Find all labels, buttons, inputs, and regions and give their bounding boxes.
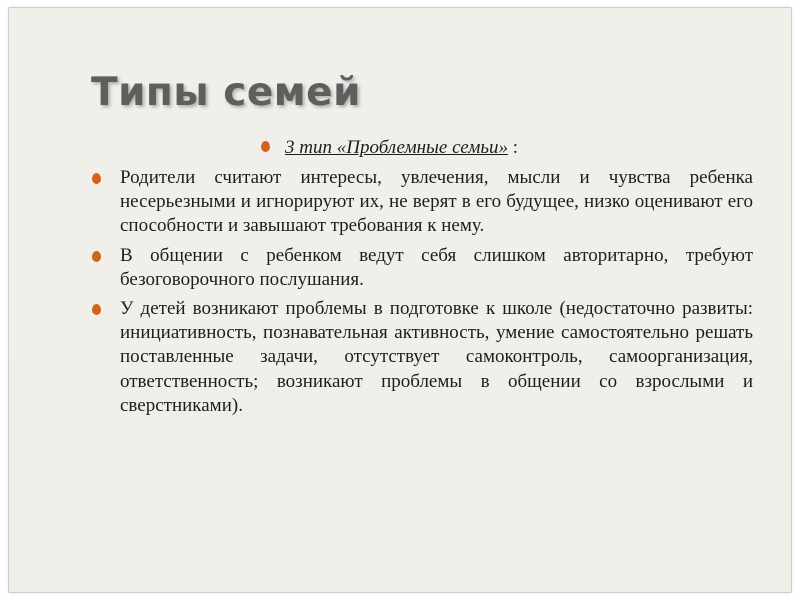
bullet-list [91,166,753,423]
list-item-text: В общении с ребенком ведут себя слишком авторитарно, требуют безоговорочного послушания. [120,244,753,290]
bullet-icon [261,141,270,152]
subtitle-text: 3 тип «Проблемные семьи» [285,137,509,158]
subtitle-row [261,136,661,160]
bullet-icon [92,304,101,315]
subtitle-suffix: : [508,137,519,158]
list-item-text: У детей возникают проблемы в подготовке к школе (недостаточно развиты: инициативность, познавательная активность, умение самостоятельно решать поставленные задачи, отсутствует самоконтроль, самоорганизация, ответственность; возникают проблемы в общении со взрослыми и сверстниками). [120,298,753,416]
bullet-icon [92,251,101,262]
list-item [91,297,753,418]
slide-title: Типы семей [91,70,361,115]
slide [8,7,792,593]
list-item-text: Родители считают интересы, увлечения, мысли и чувства ребенка несерьезными и игнорируют их, не верят в его будущее, низко оценивают его способности и завышают требования к нему. [120,167,753,237]
list-item [91,166,753,239]
list-item [91,244,753,292]
bullet-icon [92,173,101,184]
